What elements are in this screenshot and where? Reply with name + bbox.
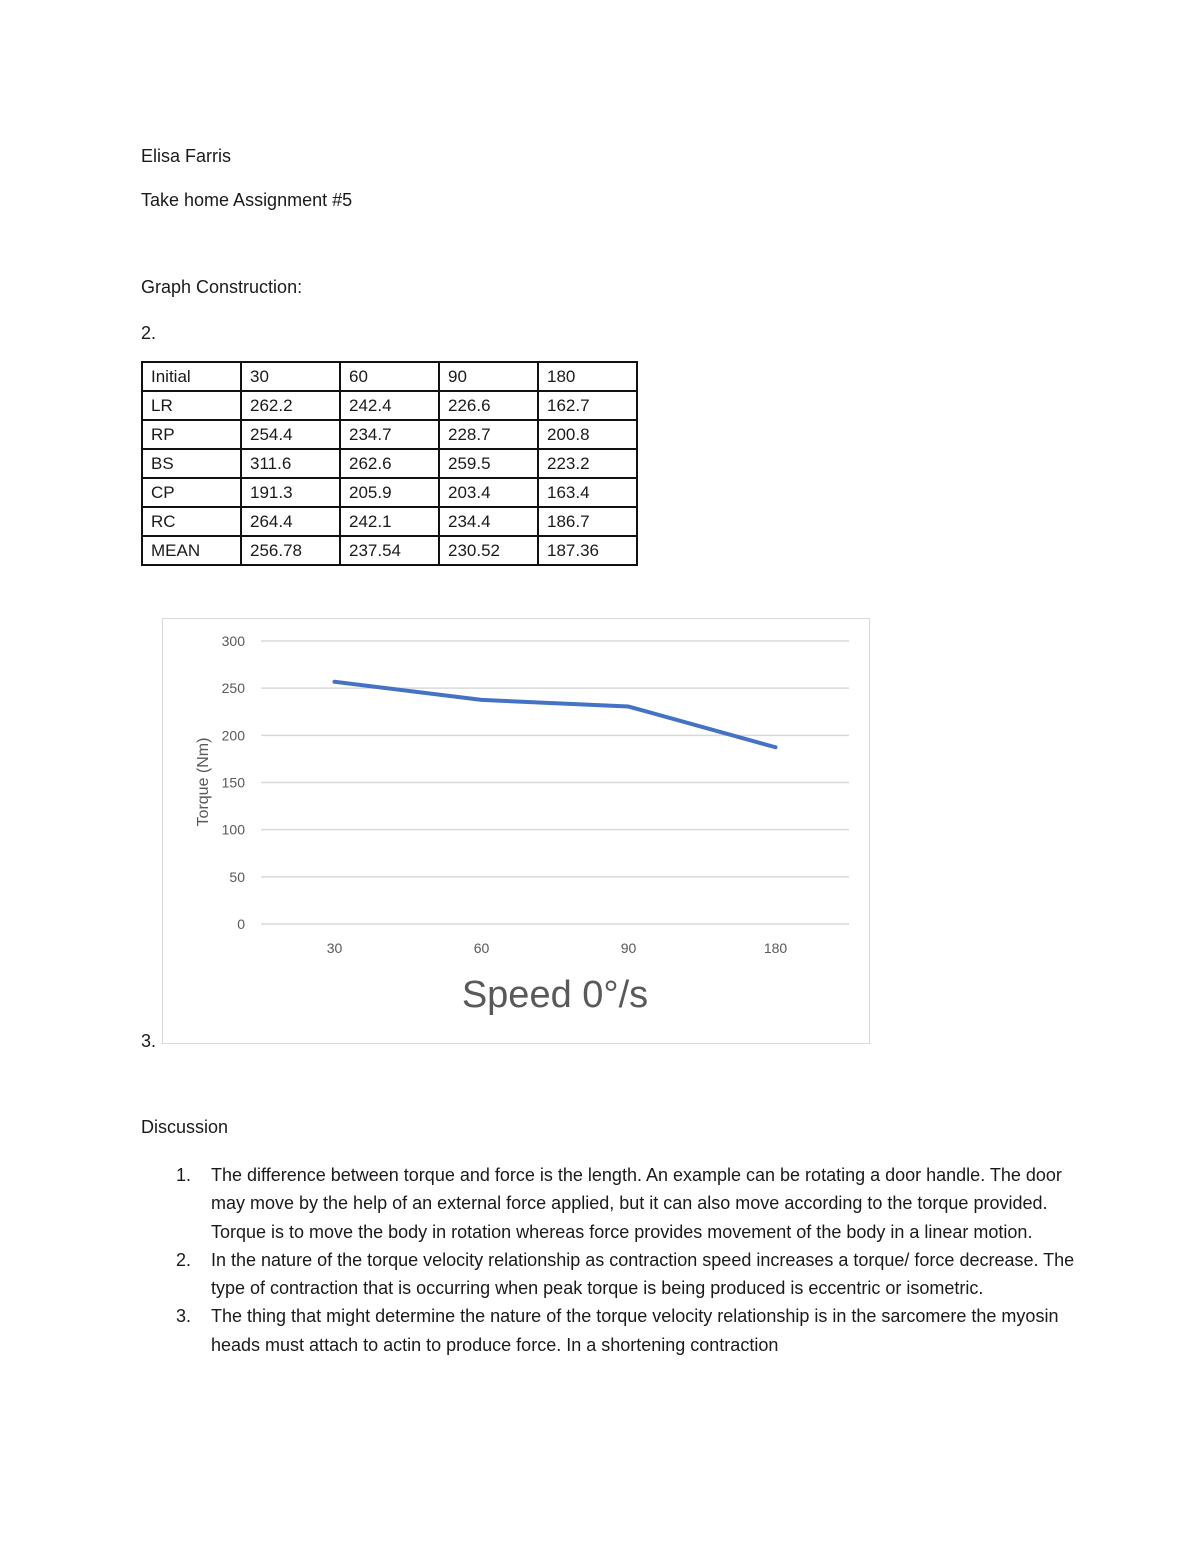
x-tick-label: 60 xyxy=(473,940,490,956)
list-item xyxy=(141,1302,1081,1359)
table-cell: 90 xyxy=(439,362,538,391)
section-heading-graph: Graph Construction: xyxy=(141,277,303,297)
discussion-list xyxy=(141,1161,1081,1359)
section-heading-discussion: Discussion xyxy=(141,1117,229,1137)
chart-canvas xyxy=(163,619,871,1045)
table-cell: 200.8 xyxy=(538,420,637,449)
item-number-2: 2. xyxy=(141,323,157,343)
table-header-row xyxy=(142,362,637,391)
table-cell: 242.1 xyxy=(340,507,439,536)
table-row xyxy=(142,449,637,478)
list-item-text: The difference between torque and force is the length. An example can be rotating a door handle. The door may move by the help of an external force applied, but it can also move according to the torque provided. Torque is to move the body in rotation whereas force provides movement of the body in a linear motion. xyxy=(211,1165,1062,1242)
table-cell: 191.3 xyxy=(241,478,340,507)
table-cell: 223.2 xyxy=(538,449,637,478)
table-cell: 262.6 xyxy=(340,449,439,478)
table-cell: 256.78 xyxy=(241,536,340,565)
table-cell: 234.4 xyxy=(439,507,538,536)
table-cell: 230.52 xyxy=(439,536,538,565)
torque-speed-chart xyxy=(162,618,870,1044)
list-item-number: 2. xyxy=(176,1249,192,1270)
y-tick-label: 200 xyxy=(221,727,245,744)
x-tick-label: 90 xyxy=(620,940,637,956)
list-item-number: 3. xyxy=(176,1306,192,1327)
table-cell: 30 xyxy=(241,362,340,391)
item-number-3: 3. xyxy=(141,1031,157,1051)
list-item xyxy=(141,1161,1081,1246)
table-cell: 205.9 xyxy=(340,478,439,507)
table-row xyxy=(142,391,637,420)
table-cell: 262.2 xyxy=(241,391,340,420)
table-cell: 203.4 xyxy=(439,478,538,507)
table-cell: 259.5 xyxy=(439,449,538,478)
table-row xyxy=(142,478,637,507)
table-cell: RC xyxy=(142,507,241,536)
table-cell: Initial xyxy=(142,362,241,391)
x-tick-label: 180 xyxy=(763,940,788,956)
table-cell: 234.7 xyxy=(340,420,439,449)
list-item-number: 1. xyxy=(176,1165,192,1185)
table-cell: 226.6 xyxy=(439,391,538,420)
y-tick-label: 300 xyxy=(221,633,245,649)
table-cell: 264.4 xyxy=(241,507,340,536)
table-cell: BS xyxy=(142,449,241,478)
author-name: Elisa Farris xyxy=(141,146,232,166)
table-cell: 186.7 xyxy=(538,507,637,536)
table-cell: 228.7 xyxy=(439,420,538,449)
table-cell: 311.6 xyxy=(241,449,340,478)
table-cell: 187.36 xyxy=(538,536,637,565)
table-cell: 60 xyxy=(340,362,439,391)
table-cell: LR xyxy=(142,391,241,420)
table-cell: 163.4 xyxy=(538,478,637,507)
table-row xyxy=(142,507,637,536)
table-cell: 162.7 xyxy=(538,391,637,420)
table-cell: RP xyxy=(142,420,241,449)
table-cell: MEAN xyxy=(142,536,241,565)
table-row xyxy=(142,536,637,565)
y-tick-label: 0 xyxy=(237,916,245,932)
table-cell: 180 xyxy=(538,362,637,391)
x-tick-label: 30 xyxy=(326,940,343,956)
table-cell: 254.4 xyxy=(241,420,340,449)
torque-data-table xyxy=(141,361,638,566)
list-item-text: In the nature of the torque velocity relationship as contraction speed increases a torque/ force decrease. The type of contraction that is occurring when peak torque is being produced is eccentric or isometric. xyxy=(211,1249,1075,1299)
y-tick-label: 250 xyxy=(221,680,245,697)
y-tick-label: 150 xyxy=(221,774,245,791)
y-tick-label: 100 xyxy=(221,821,245,838)
assignment-title: Take home Assignment #5 xyxy=(141,190,353,210)
list-item-text: The thing that might determine the nature of the torque velocity relationship is in the sarcomere the myosin heads must attach to actin to produce force. In a shortening contraction xyxy=(211,1306,1059,1355)
y-axis-title: Torque (Nm) xyxy=(195,737,212,827)
table-row xyxy=(142,420,637,449)
table-cell: CP xyxy=(142,478,241,507)
list-item xyxy=(141,1246,1081,1303)
x-axis-title: Speed 0°/s xyxy=(461,974,649,1016)
y-tick-label: 50 xyxy=(229,868,245,885)
table-cell: 237.54 xyxy=(340,536,439,565)
series-line xyxy=(335,682,776,747)
table-cell: 242.4 xyxy=(340,391,439,420)
